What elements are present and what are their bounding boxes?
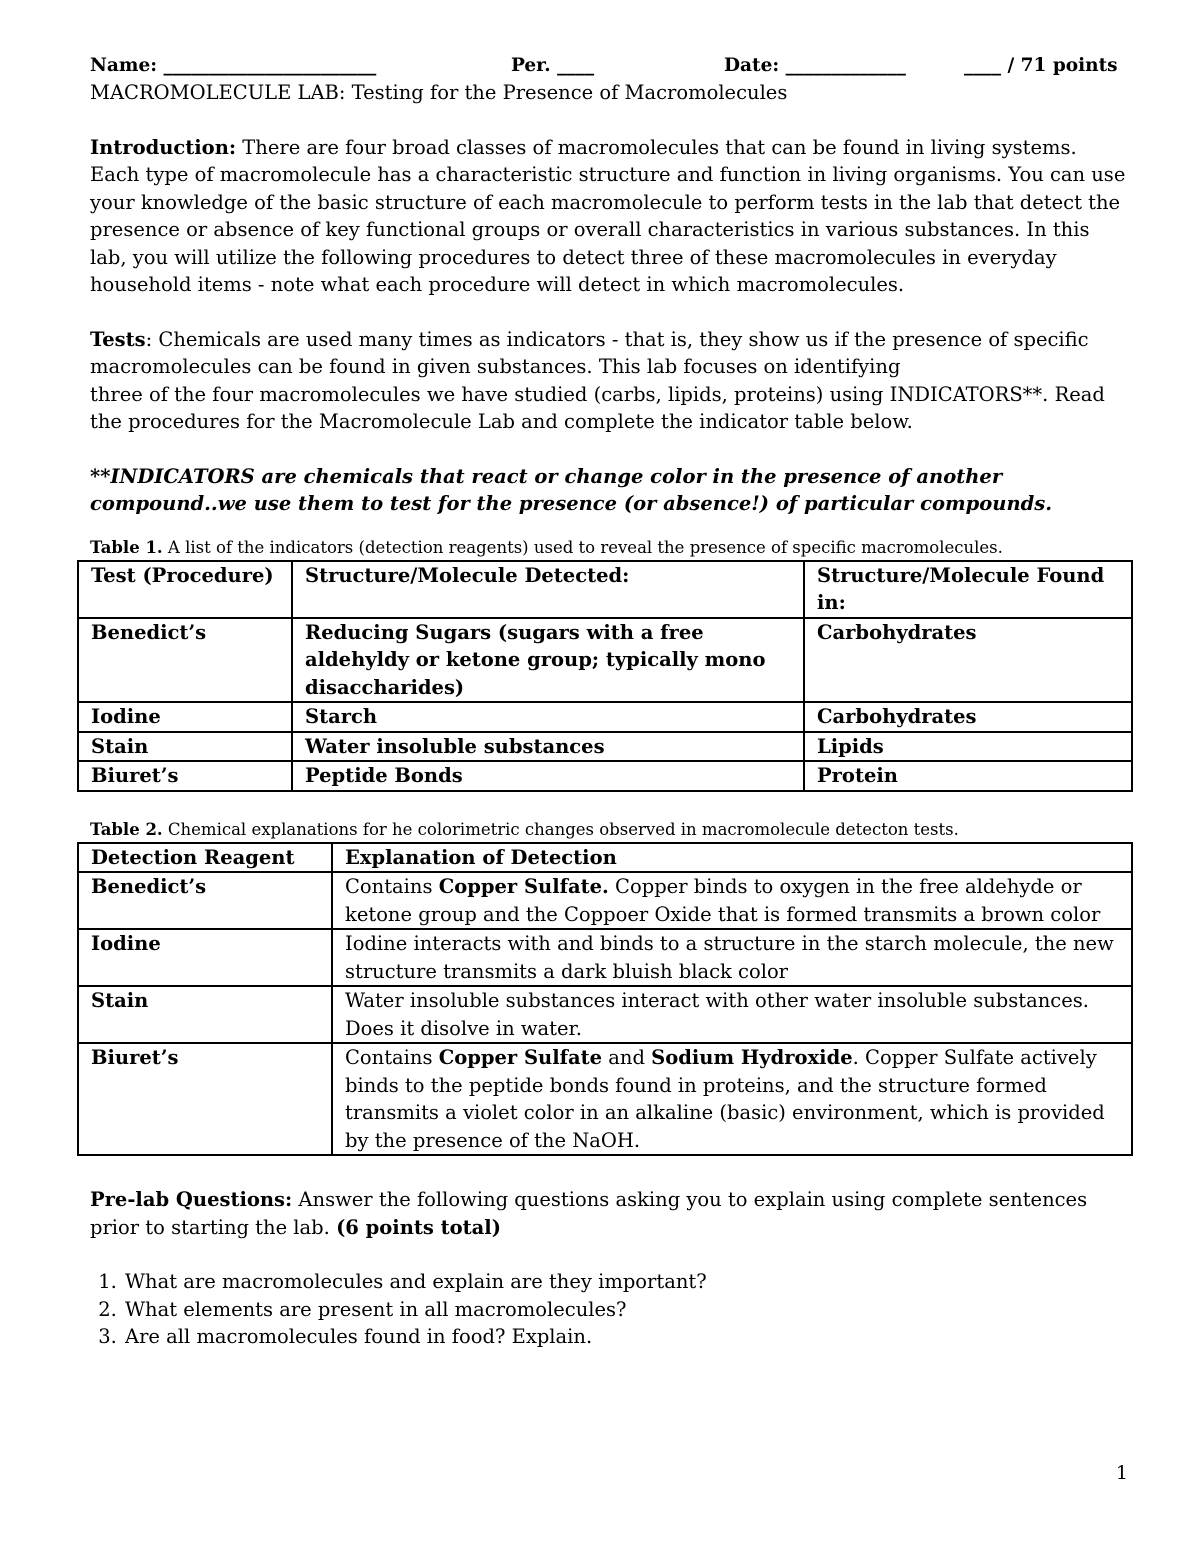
date-field[interactable]: Date: _____________ <box>724 55 906 76</box>
table-cell: Lipids <box>804 732 1132 762</box>
page-number: 1 <box>1115 1462 1128 1484</box>
table2-caption-text: Chemical explanations for he colorimetric changes observed in macromolecule detecton tests. <box>162 819 959 839</box>
table-cell: Carbohydrates <box>804 618 1132 703</box>
tests-text-1: : Chemicals are used many times as indicators - that is, they show us if the presence of specific macromolecules can be found in given substances. This lab focuses on identifying <box>90 327 1089 378</box>
explanation-text: Iodine interacts with and binds to a structure in the starch molecule, the new structure transmits a dark bluish black color <box>345 932 1114 983</box>
table-row <box>78 872 1132 929</box>
explanation-text: Contains <box>345 875 439 898</box>
prelab-points: (6 points total) <box>336 1215 501 1239</box>
introduction-label: Introduction: <box>90 135 237 159</box>
header-row <box>90 52 1130 79</box>
explanation-bold: Copper Sulfate. <box>438 875 609 898</box>
explanation-cell <box>332 929 1132 986</box>
explanation-text: Contains <box>345 1046 439 1069</box>
explanation-bold: Sodium Hydroxide <box>651 1046 853 1069</box>
table-header-cell: Explanation of Detection <box>332 843 1132 873</box>
table-cell: Reducing Sugars (sugars with a free aldehyldy or ketone group; typically mono disaccharides) <box>292 618 804 703</box>
name-field[interactable]: Name: _______________________ <box>90 55 377 76</box>
table-row <box>78 1043 1132 1155</box>
table-row <box>78 929 1132 986</box>
indicator-note: **INDICATORS are chemicals that react or change color in the presence of another compound..we use them to test for the presence (or absence!) of particular compounds. <box>90 464 1053 515</box>
explanation-text: . Copper Sulfate actively binds to the peptide bonds found in proteins, and the structure formed transmits a violet color in an alkaline (basic) environment, which is provided by the presence of the NaOH. <box>345 1046 1105 1152</box>
table1-caption <box>90 536 1130 560</box>
introduction-paragraph <box>90 134 1130 299</box>
table-cell: Biuret’s <box>78 761 292 791</box>
explanation-cell <box>332 872 1132 929</box>
explanation-text: Water insoluble substances interact with other water insoluble substances. Does it disolve in water. <box>345 989 1089 1040</box>
table1-caption-label: Table 1. <box>90 537 163 557</box>
tests-paragraph <box>90 326 1130 436</box>
reagent-cell: Iodine <box>78 929 332 986</box>
tests-text-2: three of the four macromolecules we have studied (carbs, lipids, proteins) using INDICATORS**. Read the procedures for the Macromolecule Lab and complete the indicator table below. <box>90 382 1105 433</box>
table-header-row <box>78 561 1132 618</box>
explanation-bold: Copper Sulfate <box>438 1046 603 1069</box>
period-field[interactable]: Per. ____ <box>511 55 595 76</box>
reagent-cell: Stain <box>78 986 332 1043</box>
table-cell: Peptide Bonds <box>292 761 804 791</box>
table-header-cell: Detection Reagent <box>78 843 332 873</box>
table-row <box>78 732 1132 762</box>
document-page <box>90 52 1130 1351</box>
list-item: 3. Are all macromolecules found in food? Explain. <box>123 1323 1130 1351</box>
prelab-label: Pre-lab Questions: <box>90 1188 293 1211</box>
list-item: 1. What are macromolecules and explain are they important? <box>123 1268 1130 1296</box>
reagent-cell: Biuret’s <box>78 1043 332 1155</box>
table-header-cell: Test (Procedure) <box>78 561 292 618</box>
table2-caption <box>90 818 1130 842</box>
table-cell: Protein <box>804 761 1132 791</box>
table1-caption-text: A list of the indicators (detection reagents) used to reveal the presence of specific macromolecules. <box>162 537 1003 557</box>
reagent-cell: Benedict’s <box>78 872 332 929</box>
table-cell: Iodine <box>78 702 292 732</box>
table-cell: Stain <box>78 732 292 762</box>
explanation-text: Copper binds to oxygen in the free aldehyde or ketone group and the Coppoer Oxide that is formed transmits a brown color <box>345 875 1101 926</box>
list-item: 2. What elements are present in all macromolecules? <box>123 1296 1130 1324</box>
prelab-question-list <box>90 1268 1130 1351</box>
table-header-row <box>78 843 1132 873</box>
tests-label: Tests <box>90 327 146 351</box>
table-header-cell: Structure/Molecule Detected: <box>292 561 804 618</box>
table2-caption-label: Table 2. <box>90 819 163 839</box>
table-cell: Carbohydrates <box>804 702 1132 732</box>
explanation-cell <box>332 986 1132 1043</box>
table-row <box>78 618 1132 703</box>
points-field[interactable]: ____ / 71 points <box>964 55 1118 76</box>
table-header-cell: Structure/Molecule Found in: <box>804 561 1132 618</box>
prelab-text: Answer the following questions asking you to explain using complete sentences prior to starting the lab. <box>90 1188 1088 1239</box>
table-cell: Water insoluble substances <box>292 732 804 762</box>
table-row <box>78 986 1132 1043</box>
explanation-cell <box>332 1043 1132 1155</box>
explanation-table <box>77 842 1133 1157</box>
table-cell: Starch <box>292 702 804 732</box>
prelab-paragraph <box>90 1186 1130 1241</box>
table-row <box>78 702 1132 732</box>
document-title: MACROMOLECULE LAB: Testing for the Presence of Macromolecules <box>90 81 788 104</box>
introduction-text: There are four broad classes of macromolecules that can be found in living systems. Each type of macromolecule has a characteristic structure and function in living organisms. You can use your knowledge of the basic structure of each macromolecule to perform tests in the lab that detect the presence or absence of key functional groups or overall characteristics in various substances. In this lab, you will utilize the following procedures to detect three of these macromolecules in everyday household items - note what each procedure will detect in which macromolecules. <box>90 135 1126 296</box>
explanation-text: and <box>602 1046 652 1069</box>
table-cell: Benedict’s <box>78 618 292 703</box>
indicator-table <box>77 560 1133 792</box>
table-row <box>78 761 1132 791</box>
